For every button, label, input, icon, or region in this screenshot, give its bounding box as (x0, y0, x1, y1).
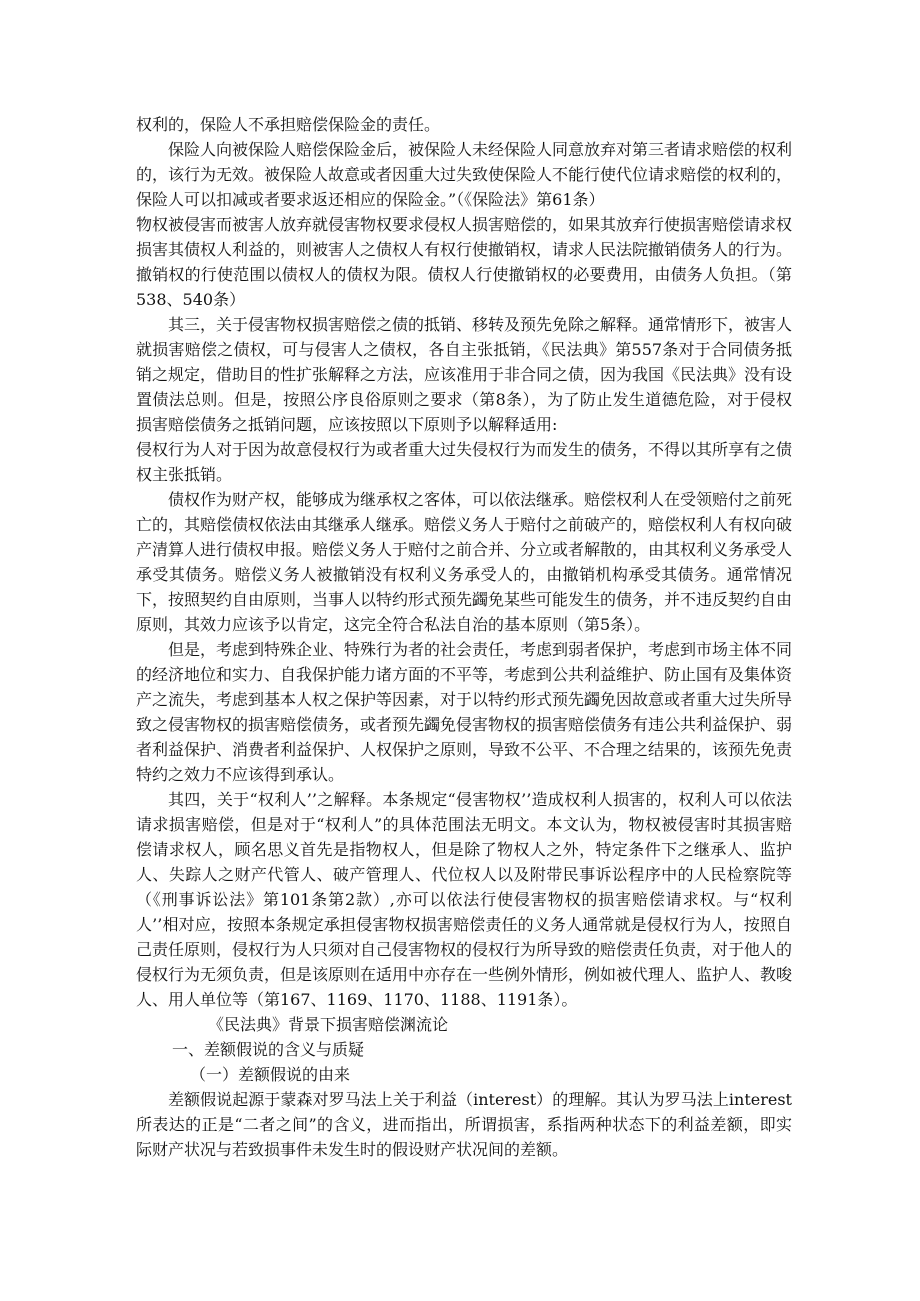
heading-level-2: （一）差额假说的由来 (190, 1065, 351, 1084)
heading-level-1: 一、差额假说的含义与质疑 (172, 1040, 365, 1059)
paragraph-4: 其三，关于侵害物权损害赔偿之债的抵销、移转及预先免除之解释。通常情形下，被害人就损害赔偿之债权，可与侵害人之债权，各自主张抵销，《民法典》第557条对于合同债务抵销之规定，借助目的性扩张解释之方法，应该准用于非合同之债，因为我国《民法典》没有设置债法总则。但是，按照公序良俗原则之要求（第8条），为了防止发生道德危险，对于侵权损害赔偿债务之抵销问题，应该按照以下原则予以解释适用: (136, 315, 793, 434)
paragraph-7: 但是，考虑到特殊企业、特殊行为者的社会责任，考虑到弱者保护，考虑到市场主体不同的经济地位和实力、自我保护能力诸方面的不平等，考虑到公共利益维护、防止国有及集体资产之流失，考虑到基本人权之保护等因素，对于以特约形式预先蠲免因故意或者重大过失所导致之侵害物权的损害赔偿债务，或者预先蠲免侵害物权的损害赔偿债务有违公共利益保护、弱者利益保护、消费者利益保护、人权保护之原则，导致不公平、不合理之结果的，该预先免责特约之效力不应该得到承认。 (136, 640, 793, 784)
paragraph-6: 债权作为财产权，能够成为继承权之客体，可以依法继承。赔偿权利人在受领赔付之前死亡的，其赔偿债权依法由其继承人继承。赔偿义务人于赔付之前破产的，赔偿权利人有权向破产清算人进行债权申报。赔偿义务人于赔付之前合并、分立或者解散的，由其权利义务承受人承受其债务。赔偿义务人被撤销没有权利义务承受人的，由撤销机构承受其债务。通常情况下，按照契约自由原则，当事人以特约形式预先蠲免某些可能发生的债务，并不违反契约自由原则，其效力应该予以肯定，这完全符合私法自治的基本原则（第5条）。 (136, 490, 793, 634)
document-page (136, 112, 792, 1162)
paragraph-2: 保险人向被保险人赔偿保险金后，被保险人未经保险人同意放弃对第三者请求赔偿的权利的，该行为无效。被保险人故意或者因重大过失致使保险人不能行使代位请求赔偿的权利的，保险人可以扣减或者要求返还相应的保险金。”（《保险法》第61条） (136, 140, 793, 209)
paragraph-9: 差额假说起源于蒙森对罗马法上关于利益（interest）的理解。其认为罗马法上interest所表达的正是“二者之间”的含义，进而指出，所谓损害，系指两种状态下的利益差额，即实际财产状况与若致损事件未发生时的假设财产状况间的差额。 (136, 1090, 792, 1159)
paragraph-3: 物权被侵害而被害人放弃就侵害物权要求侵权人损害赔偿的，如果其放弃行使损害赔偿请求权损害其债权人利益的，则被害人之债权人有权行使撤销权，请求人民法院撤销债务人的行为。撤销权的行使范围以债权人的债权为限。债权人行使撤销权的必要费用，由债务人负担。（第538、540条） (136, 215, 793, 309)
paragraph-8: 其四，关于“权利人’’之解释。本条规定“侵害物权’’造成权利人损害的，权利人可以依法请求损害赔偿，但是对于“权利人”的具体范围法无明文。本文认为，物权被侵害时其损害赔偿请求权人，顾名思义首先是指物权人，但是除了物权人之外，特定条件下之继承人、监护人、失踪人之财产代管人、破产管理人、代位权人以及附带民事诉讼程序中的人民检察院等（《刑事诉讼法》第101条第2款）,亦可以依法行使侵害物权的损害赔偿请求权。与“权利人’’相对应，按照本条规定承担侵害物权损害赔偿责任的义务人通常就是侵权行为人，按照自己责任原则，侵权行为人只须对自己侵害物权的侵权行为所导致的赔偿责任负责，对于他人的侵权行为无须负责，但是该原则在适用中亦存在一些例外情形，例如被代理人、监护人、教唆人、用人单位等（第167、1169、1170、1188、1191条）。 (136, 790, 793, 1009)
section-title: 《民法典》背景下损害赔偿渊流论 (208, 1015, 449, 1034)
paragraph-1: 权利的，保险人不承担赔偿保险金的责任。 (136, 115, 441, 134)
paragraph-5: 侵权行为人对于因为故意侵权行为或者重大过失侵权行为而发生的债务，不得以其所享有之债权主张抵销。 (136, 440, 793, 484)
